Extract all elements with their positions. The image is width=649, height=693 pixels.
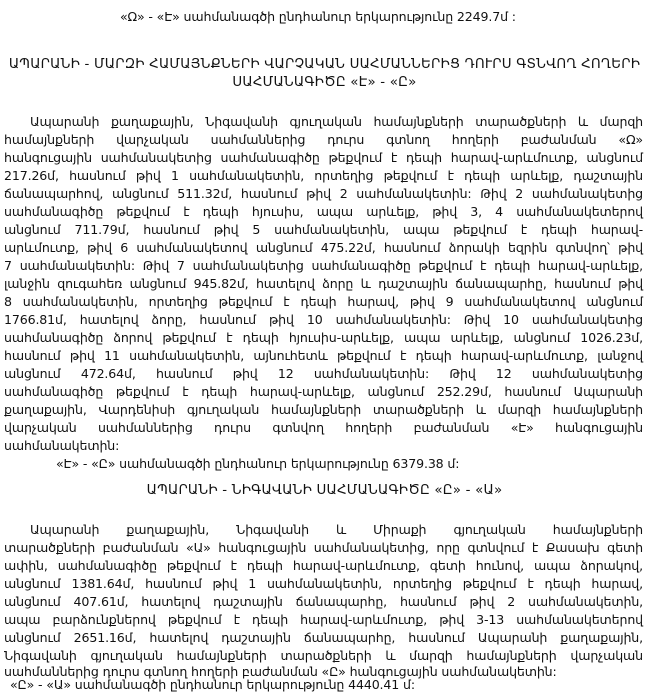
section1-paragraph-line: 217.26մ, հասնում թիվ 1 սահմանակետին, որտեղից թեքվում է դեպի արևելք, դաշտային — [4, 168, 643, 183]
section1-paragraph-line: սահմանագիծը ձորով թեքվում է դեպի հյուսիս-արևելք, ապա արևելք, անցնում 1026.23մ, — [4, 330, 643, 345]
section1-paragraph-line: 7 սահմանակետին: Թիվ 7 սահմանակետից սահմանագիծը թեքվում է դեպի հարավ-արևելք, — [4, 258, 643, 273]
section1-paragraph-line: սահմանագիծը թեքվում է դեպի հարավ-արևելք, անցնում 252.29մ, հասնում Ապարանի — [4, 384, 643, 399]
section2-paragraph-line: անցնում 407.61մ, հատելով դաշտային ճանապարհը, հասնում թիվ 2 սահմանակետին, — [4, 594, 643, 609]
section2-paragraph-line: ապա բարձունքներով թեքվում է դեպի հարավ-արևմուտք, թիվ 3-13 սահմանակետերով — [4, 612, 643, 627]
section1-paragraph-line: անցնում 711.79մ, հասնում թիվ 5 սահմանակետին, ապա թեքվում է դեպի հարավ- — [4, 222, 643, 237]
section1-paragraph-line: սահմանակետին: — [4, 438, 120, 453]
section2-title: ԱՊԱՐԱՆԻ - ՆԻԳԱՎԱՆԻ ՍԱՀՄԱՆԱԳԻԾԸ «Ը» - «Ա» — [146, 483, 503, 498]
section1-paragraph-line: սահմանագիծը թեքվում է դեպի հյուսիս, ապա արևելք, թիվ 3, 4 սահմանակետերով — [4, 204, 643, 219]
section1-paragraph-line: 1766.81մ, հատելով ձորը, հասնում թիվ 10 սահմանակետին: Թիվ 10 սահմանակետից — [4, 312, 643, 327]
section1-paragraph-line: վարչական սահմաններից դուրս գտնվող հողերի բաժանման «Է» հանգուցային — [4, 420, 643, 435]
section2-paragraph-line: տարածքների բաժանման «Ա» հանգուցային սահմանակետից, որը գտնվում է Քասախ գետի — [4, 540, 643, 555]
section1-paragraph-line: ճանապարհով, անցնում 511.32մ, հասնում թիվ 2 սահմանակետին: Թիվ 2 սահմանակետից — [4, 186, 643, 201]
section2-paragraph-line: Ապարանի քաղաքային, Նիգավանի և Միրաքի գյուղական համայնքների — [30, 522, 643, 537]
section1-paragraph-line: 8 սահմանակետին, որտեղից թեքվում է դեպի հարավ, թիվ 9 սահմանակետով անցնում — [4, 294, 643, 309]
section2-paragraph-line: ափին, սահմանագիծը թեքվում է դեպի հարավ-արևմուտք, գետի հունով, ապա ձորակով, — [4, 558, 643, 573]
section2-paragraph-line: անցնում 2651.16մ, հատելով դաշտային ճանապարհը, հասնում Ապարանի քաղաքային, — [4, 630, 643, 645]
section1-paragraph-line: անցնում 472.64մ, հասնում թիվ 12 սահմանակետին: Թիվ 12 սահմանակետից — [4, 366, 643, 381]
section2-paragraph-line: Նիգավանի գյուղական համայնքների տարածքների և մարզի համայնքների վարչական — [4, 648, 643, 663]
section1-paragraph-line: քաղաքային, Վարդենիսի գյուղական համայնքների տարածքների և մարզի համայնքների — [4, 402, 643, 417]
section1-total-length: «Է» - «Ը» սահմանագծի ընդհանուր երկարությունը 6379.38 մ: — [56, 456, 460, 471]
section2-paragraph-line: անցնում 1381.64մ, հասնում թիվ 1 սահմանակետին, որտեղից թեքվում է դեպի հարավ, — [4, 576, 643, 591]
section1-paragraph-line: համայնքների վարչական սահմաններից դուրս գտնող հողերի բաժանման «Ω» — [4, 132, 643, 147]
section1-paragraph-line: Ապարանի քաղաքային, Նիգավանի գյուղական համայնքների տարածքների և մարզի — [30, 114, 643, 129]
section2-total-length: «Ը» - «Ա» սահմանագծի ընդհանուր երկարությունը 4440.41 մ: — [10, 677, 415, 692]
intro-total-length: «Ω» - «Է» սահմանագծի ընդհանուր երկարությունը 2249.7մ : — [120, 9, 516, 24]
section1-paragraph-line: արևմուտք, թիվ 6 սահմանակետով անցնում 475.22մ, հասնում ձորակի եզրին գտնվող՝ թիվ — [4, 240, 643, 255]
section1-paragraph-line: հանգուցային սահմանակետից սահմանագիծը թեքվում է դեպի հարավ-արևմուտք, անցնում — [4, 150, 643, 165]
section1-title-line1: ԱՊԱՐԱՆԻ - ՄԱՐԶԻ ՀԱՄԱՅՆՔՆԵՐԻ ՎԱՐՉԱԿԱՆ ՍԱՀՄԱՆՆԵՐԻՑ ԴՈՒՐՍ ԳՏՆՎՈՂ ՀՈՂԵՐԻ — [8, 57, 641, 72]
section1-paragraph-line: հասնում թիվ 11 սահմանակետին, այնուհետև թեքվում է դեպի հարավ-արևմուտք, լանջով — [4, 348, 643, 363]
section1-paragraph-line: լանջին զուգահեռ անցնում 945.82մ, հատելով ձորը և դաշտային ճանապարհը, հասնում թիվ — [4, 276, 643, 291]
section1-title-line2: ՍԱՀՄԱՆԱԳԻԾԸ «Է» - «Ը» — [232, 75, 417, 90]
section2-paragraph-line: սահմաններից դուրս գտնող հողերի բաժանման «Ը» հանգուցային սահմանակետին: — [4, 664, 557, 679]
